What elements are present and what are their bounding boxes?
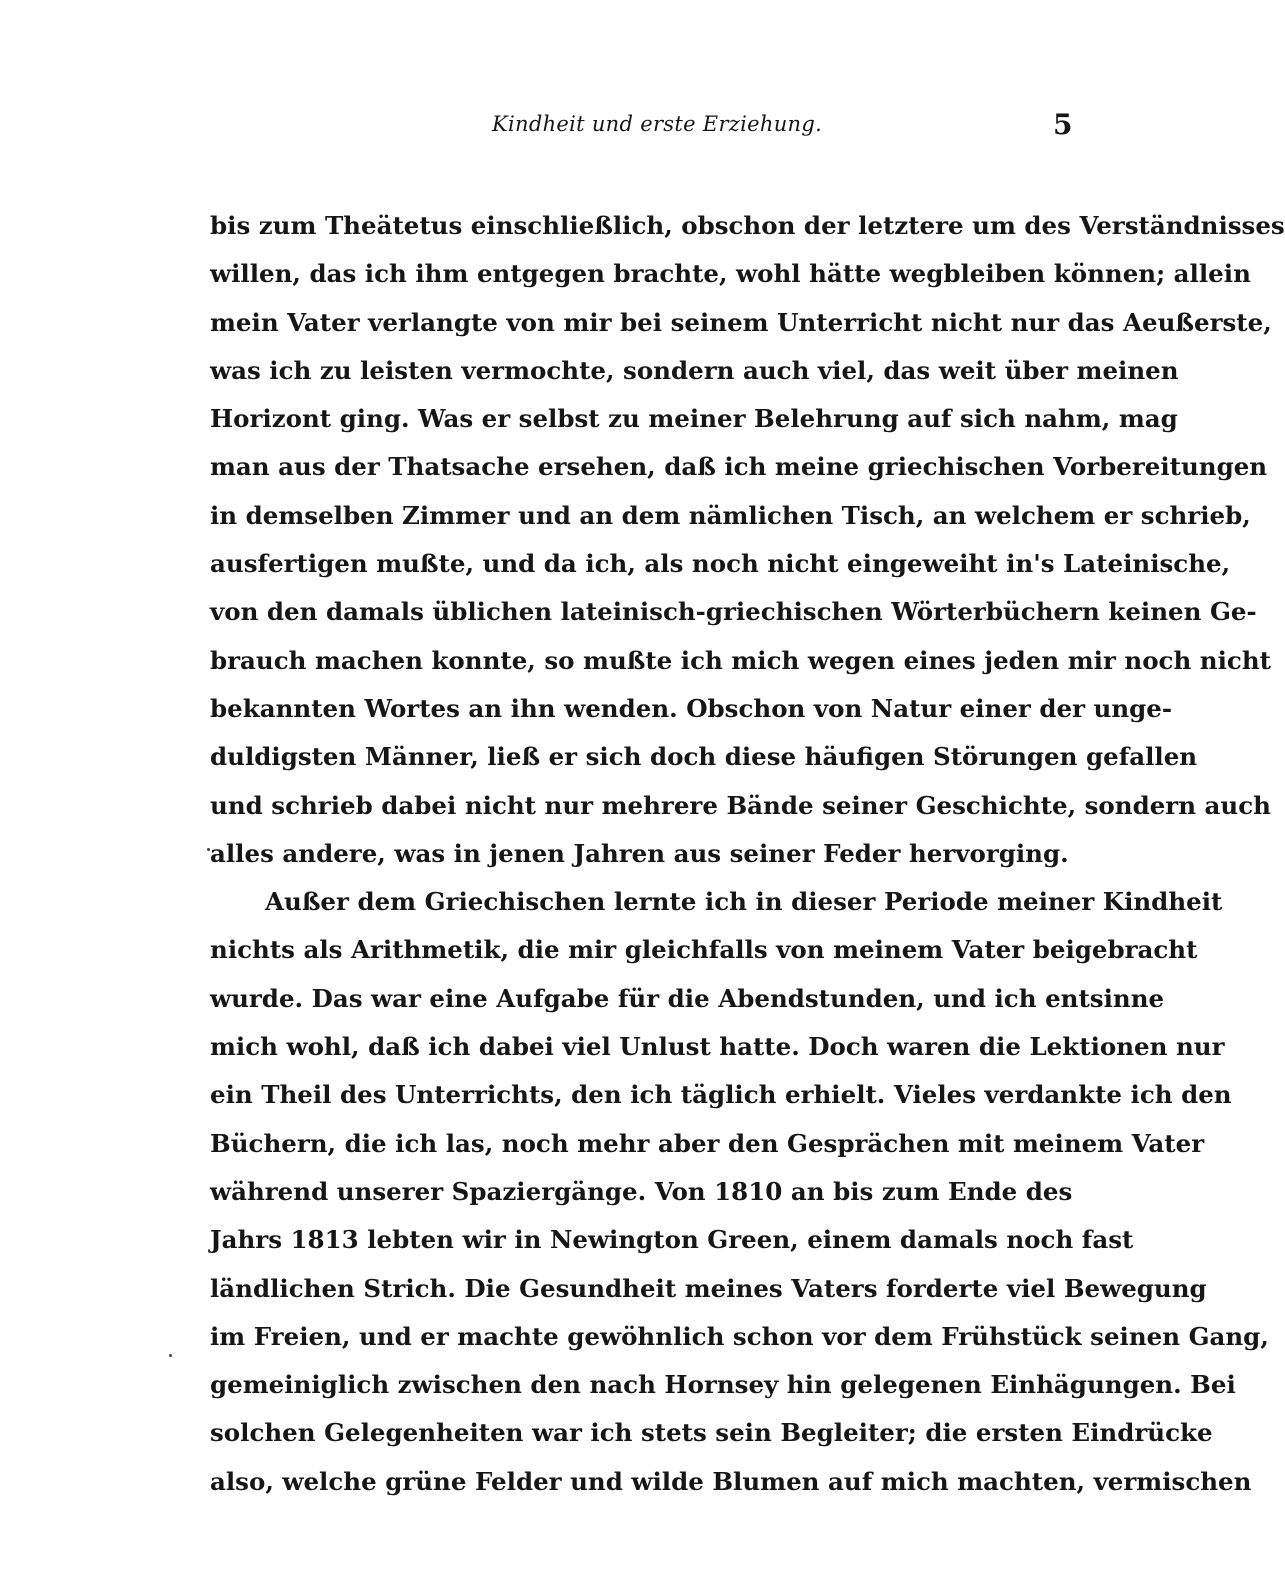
text-line: ländlichen Strich. Die Gesundheit meines Vaters forderte viel Bewegung	[210, 1273, 1207, 1303]
body-text	[210, 202, 1285, 1506]
text-line: und schrieb dabei nicht nur mehrere Bände seiner Geschichte, sondern auch	[210, 790, 1271, 820]
text-line: alles andere, was in jenen Jahren aus seiner Feder hervorging.	[210, 838, 1069, 868]
running-head	[0, 108, 1191, 148]
text-line: mich wohl, daß ich dabei viel Unlust hatte. Doch waren die Lektionen nur	[210, 1032, 1225, 1062]
page-number: 5	[1053, 108, 1073, 141]
text-line: man aus der Thatsache ersehen, daß ich meine griechischen Vorbereitungen	[210, 452, 1268, 482]
text-line: willen, das ich ihm entgegen brachte, wohl hätte wegbleiben können; allein	[210, 259, 1251, 289]
text-line: ein Theil des Unterrichts, den ich täglich erhielt. Vieles verdankte ich den	[210, 1080, 1232, 1110]
text-line: Horizont ging. Was er selbst zu meiner Belehrung auf sich nahm, mag	[210, 404, 1178, 434]
text-line: wurde. Das war eine Aufgabe für die Abendstunden, und ich entsinne	[210, 983, 1165, 1013]
text-line: solchen Gelegenheiten war ich stets sein Begleiter; die ersten Eindrücke	[210, 1418, 1213, 1448]
text-line: nichts als Arithmetik, die mir gleichfalls von meinem Vater beigebracht	[210, 935, 1198, 965]
print-speck	[207, 848, 210, 851]
text-line: gemeiniglich zwischen den nach Hornsey hin gelegenen Einhägungen. Bei	[210, 1370, 1236, 1400]
text-line: also, welche grüne Felder und wilde Blumen auf mich machten, vermischen	[210, 1466, 1252, 1496]
paragraph	[210, 878, 1269, 1506]
text-line: bis zum Theätetus einschließlich, obschon der letztere um des Verständnisses	[210, 211, 1285, 240]
text-line: Außer dem Griechischen lernte ich in dieser Periode meiner Kindheit	[265, 887, 1223, 917]
text-line: während unserer Spaziergänge. Von 1810 an bis zum Ende des	[210, 1176, 1073, 1206]
text-line: brauch machen konnte, so mußte ich mich wegen eines jeden mir noch nicht	[210, 645, 1271, 675]
text-line: Jahrs 1813 lebten wir in Newington Green, einem damals noch fast	[210, 1225, 1134, 1255]
text-line: duldigsten Männer, ließ er sich doch diese häufigen Störungen gefallen	[210, 742, 1198, 772]
running-title: Kindheit und erste Erziehung.	[492, 112, 823, 136]
text-line: ausfertigen mußte, und da ich, als noch nicht eingeweiht in's Lateinische,	[210, 549, 1231, 579]
text-line: Büchern, die ich las, noch mehr aber den Gesprächen mit meinem Vater	[210, 1128, 1205, 1158]
print-speck	[169, 1354, 172, 1357]
text-line: mein Vater verlangte von mir bei seinem Unterricht nicht nur das Aeußerste,	[210, 307, 1272, 337]
text-line: von den damals üblichen lateinisch-griechischen Wörterbüchern keinen Ge-	[210, 597, 1257, 627]
text-line: in demselben Zimmer und an dem nämlichen Tisch, an welchem er schrieb,	[210, 500, 1251, 530]
text-line: was ich zu leisten vermochte, sondern auch viel, das weit über meinen	[210, 355, 1179, 385]
text-line: im Freien, und er machte gewöhnlich schon vor dem Frühstück seinen Gang,	[210, 1321, 1269, 1351]
paragraph	[210, 202, 1285, 878]
text-line: bekannten Wortes an ihn wenden. Obschon von Natur einer der unge-	[210, 693, 1173, 723]
